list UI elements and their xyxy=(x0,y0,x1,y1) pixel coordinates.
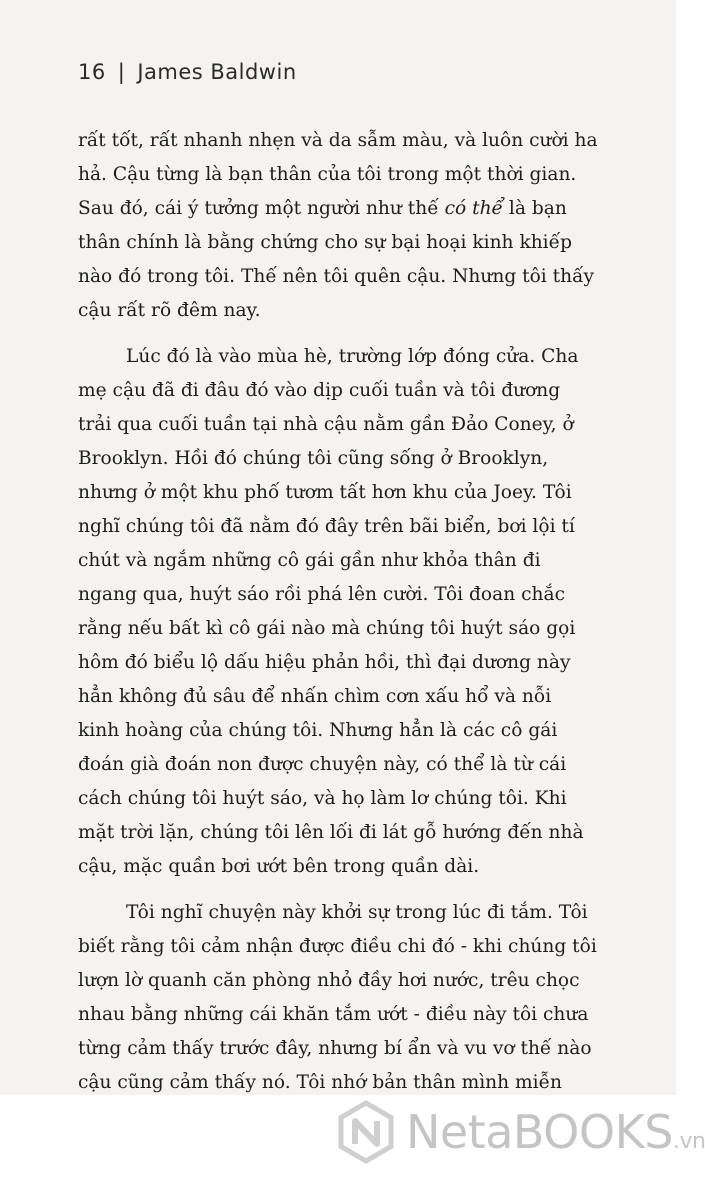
text-line: rằng nếu bất kì cô gái nào mà chúng tôi huýt sáo gọi xyxy=(78,618,576,639)
text-line: trải qua cuối tuần tại nhà cậu nằm gần Đảo Coney, ở xyxy=(78,414,574,435)
text-run: là bạn xyxy=(502,198,567,219)
running-header xyxy=(78,60,297,84)
netabooks-watermark xyxy=(334,1096,705,1168)
text-line: hôm đó biểu lộ dấu hiệu phản hồi, thì đại dương này xyxy=(78,652,571,673)
italic-emphasis: có thể xyxy=(444,198,503,219)
text-line: thân chính là bằng chứng cho sự bại hoại kinh khiếp xyxy=(78,232,572,253)
text-line: Lúc đó là vào mùa hè, trường lớp đóng cửa. Cha xyxy=(126,346,579,367)
watermark-brand: NetaBOOKS xyxy=(406,1105,673,1159)
text-line: hẳn không đủ sâu để nhấn chìm cơn xấu hổ và nỗi xyxy=(78,686,552,707)
text-line xyxy=(78,192,618,226)
body-text xyxy=(78,124,618,1100)
author-name: James Baldwin xyxy=(137,60,297,84)
text-line: rất tốt, rất nhanh nhẹn và da sẫm màu, và luôn cười ha xyxy=(78,130,598,151)
text-line: mặt trời lặn, chúng tôi lên lối đi lát gỗ hướng đến nhà xyxy=(78,822,584,843)
text-run: Sau đó, cái ý tưởng một người như thế xyxy=(78,198,445,219)
text-line: hả. Cậu từng là bạn thân của tôi trong một thời gian. xyxy=(78,164,577,185)
text-line: kinh hoàng của chúng tôi. Nhưng hẳn là các cô gái xyxy=(78,720,558,741)
text-line: nhưng ở một khu phố tươm tất hơn khu của Joey. Tôi xyxy=(78,482,572,503)
text-line: cậu cũng cảm thấy nó. Tôi nhớ bản thân mình miễn xyxy=(78,1072,563,1093)
paragraph-1 xyxy=(78,124,618,328)
text-line: từng cảm thấy trước đây, nhưng bí ẩn và vu vơ thế nào xyxy=(78,1038,592,1059)
text-line: mẹ cậu đã đi đâu đó vào dịp cuối tuần và tôi đương xyxy=(78,380,561,401)
text-line: nghĩ chúng tôi đã nằm đó đây trên bãi biển, bơi lội tí xyxy=(78,516,575,537)
text-line: cách chúng tôi huýt sáo, và họ làm lơ chúng tôi. Khi xyxy=(78,788,567,809)
header-separator: | xyxy=(117,60,126,84)
page-number: 16 xyxy=(78,60,106,84)
text-line: cậu, mặc quần bơi ướt bên trong quần dài. xyxy=(78,856,480,877)
watermark-suffix: .vn xyxy=(672,1129,705,1154)
paragraph-2 xyxy=(78,340,618,884)
netabooks-logo-icon xyxy=(334,1100,398,1164)
watermark-text xyxy=(406,1105,705,1159)
text-line: Brooklyn. Hồi đó chúng tôi cũng sống ở Brooklyn, xyxy=(78,448,549,469)
text-line: nhau bằng những cái khăn tắm ướt - điều này tôi chưa xyxy=(78,1004,589,1025)
text-line: biết rằng tôi cảm nhận được điều chi đó - khi chúng tôi xyxy=(78,936,597,957)
text-line: lượn lờ quanh căn phòng nhỏ đầy hơi nước, trêu chọc xyxy=(78,970,580,991)
text-line: Tôi nghĩ chuyện này khởi sự trong lúc đi tắm. Tôi xyxy=(126,902,588,923)
text-line: nào đó trong tôi. Thế nên tôi quên cậu. Nhưng tôi thấy xyxy=(78,266,595,287)
text-line: ngang qua, huýt sáo rồi phá lên cười. Tôi đoan chắc xyxy=(78,584,565,605)
text-line: chút và ngắm những cô gái gần như khỏa thân đi xyxy=(78,550,541,571)
paragraph-3 xyxy=(78,896,618,1100)
text-line: đoán già đoán non được chuyện này, có thể là từ cái xyxy=(78,754,567,775)
text-line: cậu rất rõ đêm nay. xyxy=(78,300,261,321)
